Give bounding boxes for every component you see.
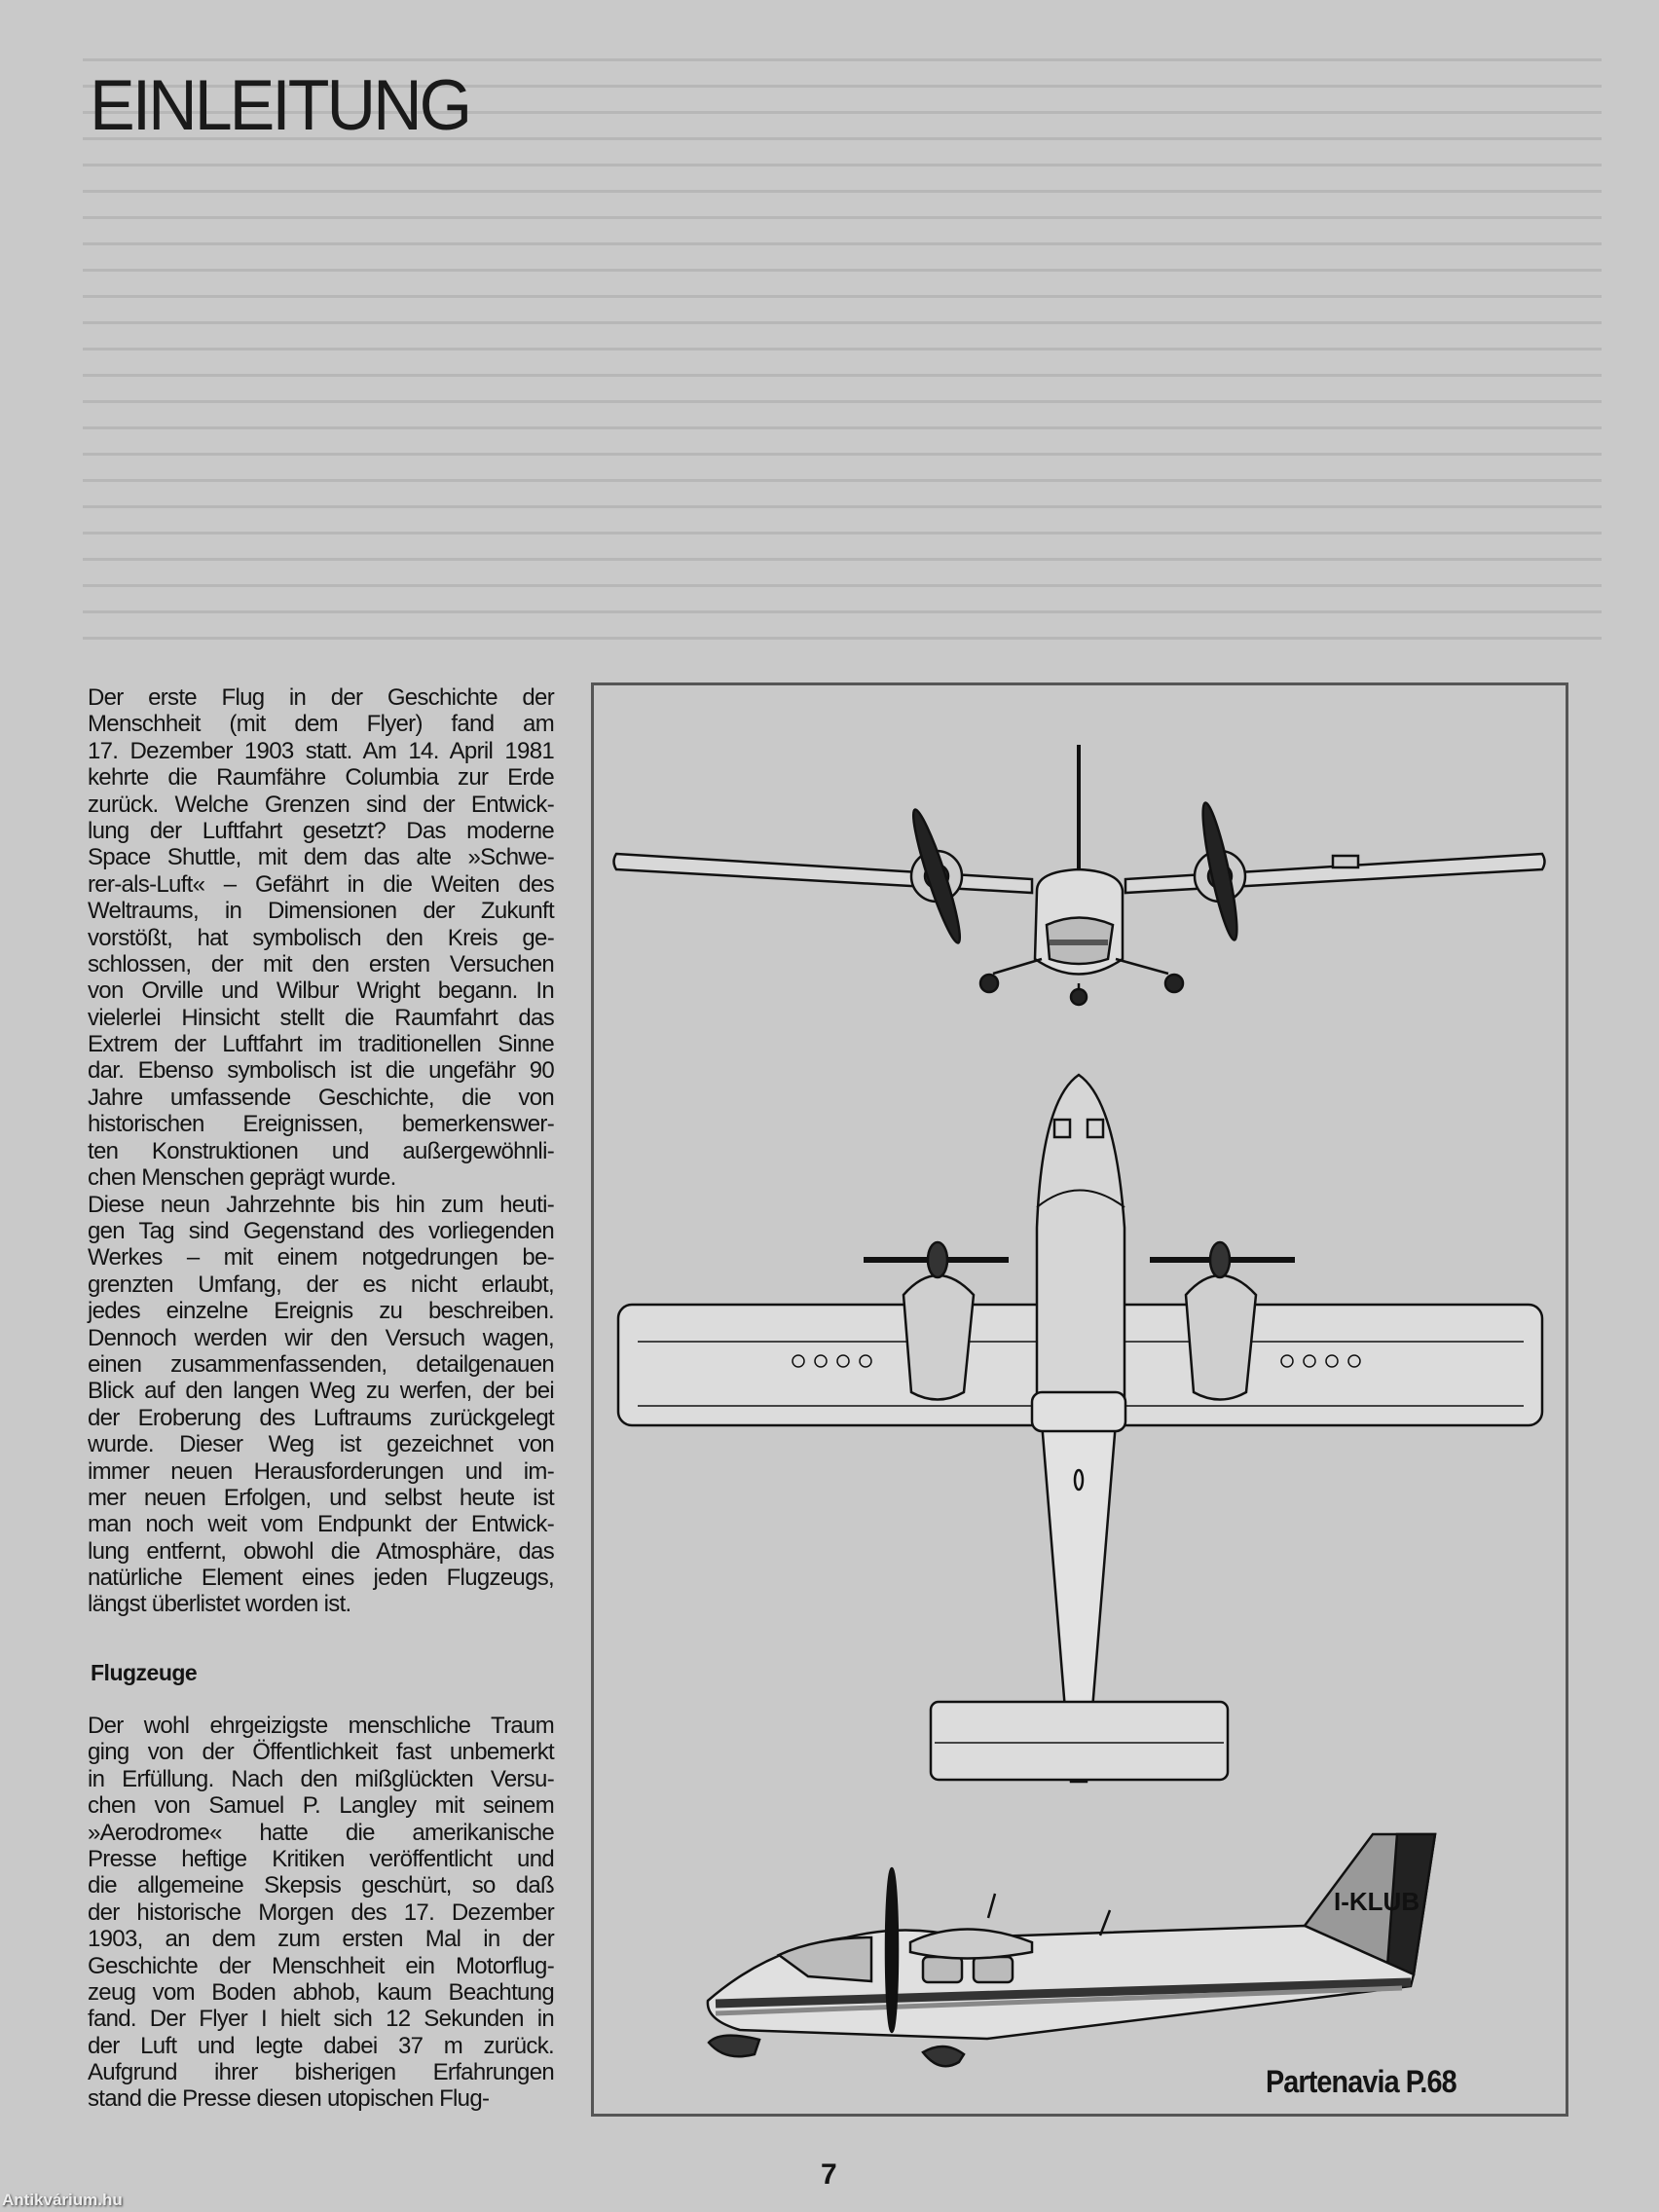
text-line: grenzten Umfang, der es nicht erlaubt, [88, 1271, 554, 1298]
text-line: stand die Presse diesen utopischen Flug- [88, 2085, 490, 2113]
text-line: Werkes – mit einem notgedrungen be- [88, 1244, 554, 1272]
text-line: Jahre umfassende Geschichte, die von [88, 1084, 554, 1111]
text-line: man noch weit vom Endpunkt der Entwick- [88, 1511, 554, 1538]
text-line: wurde. Dieser Weg ist gezeichnet von [88, 1431, 554, 1458]
text-line: längst überlistet worden ist. [88, 1591, 351, 1618]
text-line: der Luft und legte dabei 37 m zurück. [88, 2032, 554, 2059]
text-line: ging von der Öffentlichkeit fast unbemerkt [88, 1739, 554, 1766]
registration-mark: I-KLUB [1334, 1887, 1420, 1916]
text-line: 1903, an dem zum ersten Mal in der [88, 1926, 554, 1953]
text-line: Extrem der Luftfahrt im traditionellen Sinne [88, 1031, 554, 1058]
top-view [618, 1075, 1542, 1782]
text-line: der Eroberung des Luftraums zurückgelegt [88, 1404, 554, 1431]
text-line: von Orville und Wilbur Wright begann. In [88, 977, 554, 1005]
text-line: rer-als-Luft« – Gefährt in die Weiten des [88, 870, 554, 898]
text-line: Blick auf den langen Weg zu werfen, der bei [88, 1378, 554, 1405]
side-view [708, 1834, 1435, 2066]
text-line: die allgemeine Skepsis geschürt, so daß [88, 1872, 554, 1899]
text-line: lung entfernt, obwohl die Atmosphäre, das [88, 1537, 554, 1565]
text-line: chen Menschen geprägt wurde. [88, 1164, 396, 1192]
text-line: dar. Ebenso symbolisch ist die ungefähr 90 [88, 1057, 554, 1085]
text-line: »Aerodrome« hatte die amerikanische [88, 1819, 554, 1846]
text-line: chen von Samuel P. Langley mit seinem [88, 1792, 554, 1820]
text-line: der historische Morgen des 17. Dezember [88, 1899, 554, 1926]
text-line: historischen Ereignissen, bemerkenswer- [88, 1111, 554, 1138]
text-line: Menschheit (mit dem Flyer) fand am [88, 711, 554, 738]
text-line: mer neuen Erfolgen, und selbst heute ist [88, 1484, 554, 1511]
section-heading: Flugzeuge [91, 1660, 198, 1685]
text-line: in Erfüllung. Nach den mißglückten Versu- [88, 1765, 554, 1792]
text-line: Space Shuttle, mit dem das alte »Schwe- [88, 844, 554, 871]
text-line: Presse heftige Kritiken veröffentlicht und [88, 1845, 554, 1872]
text-line: 17. Dezember 1903 statt. Am 14. April 1981 [88, 737, 554, 764]
watermark: Antikvárium.hu [2, 2191, 123, 2209]
text-line: schlossen, der mit den ersten Versuchen [88, 950, 554, 977]
text-line: Aufgrund ihrer bisherigen Erfahrungen [88, 2059, 554, 2086]
text-line: gen Tag sind Gegenstand des vorliegenden [88, 1217, 554, 1244]
page-number: 7 [821, 2158, 837, 2191]
text-line: zeug vom Boden abhob, kaum Beachtung [88, 1978, 554, 2006]
text-line: Dennoch werden wir den Versuch wagen, [88, 1324, 554, 1351]
text-line: zurück. Welche Grenzen sind der Entwick- [88, 791, 554, 818]
text-line: Geschichte der Menschheit ein Motorflug- [88, 1952, 554, 1979]
text-line: Der erste Flug in der Geschichte der [88, 684, 554, 711]
text-line: jedes einzelne Ereignis zu beschreiben. [88, 1298, 554, 1325]
front-view [614, 745, 1545, 1005]
text-line: fand. Der Flyer I hielt sich 12 Sekunden in [88, 2006, 554, 2033]
text-line: Diese neun Jahrzehnte bis hin zum heuti- [88, 1191, 554, 1218]
text-line: immer neuen Herausforderungen und im- [88, 1457, 554, 1485]
text-line: Weltraums, in Dimensionen der Zukunft [88, 898, 554, 925]
text-line: vorstößt, hat symbolisch den Kreis ge- [88, 924, 554, 951]
page-title: EINLEITUNG [90, 65, 470, 145]
text-line: Der wohl ehrgeizigste menschliche Traum [88, 1713, 554, 1739]
text-line: vielerlei Hinsicht stellt die Raumfahrt das [88, 1004, 554, 1031]
text-line: lung der Luftfahrt gesetzt? Das moderne [88, 817, 554, 844]
text-line: einen zusammenfassenden, detailgenauen [88, 1350, 554, 1378]
text-line: kehrte die Raumfähre Columbia zur Erde [88, 764, 554, 792]
text-line: natürliche Element eines jeden Flugzeugs, [88, 1565, 554, 1592]
figure-caption: Partenavia P.68 [1266, 2064, 1456, 2099]
text-line: ten Konstruktionen und außergewöhnli- [88, 1137, 554, 1164]
